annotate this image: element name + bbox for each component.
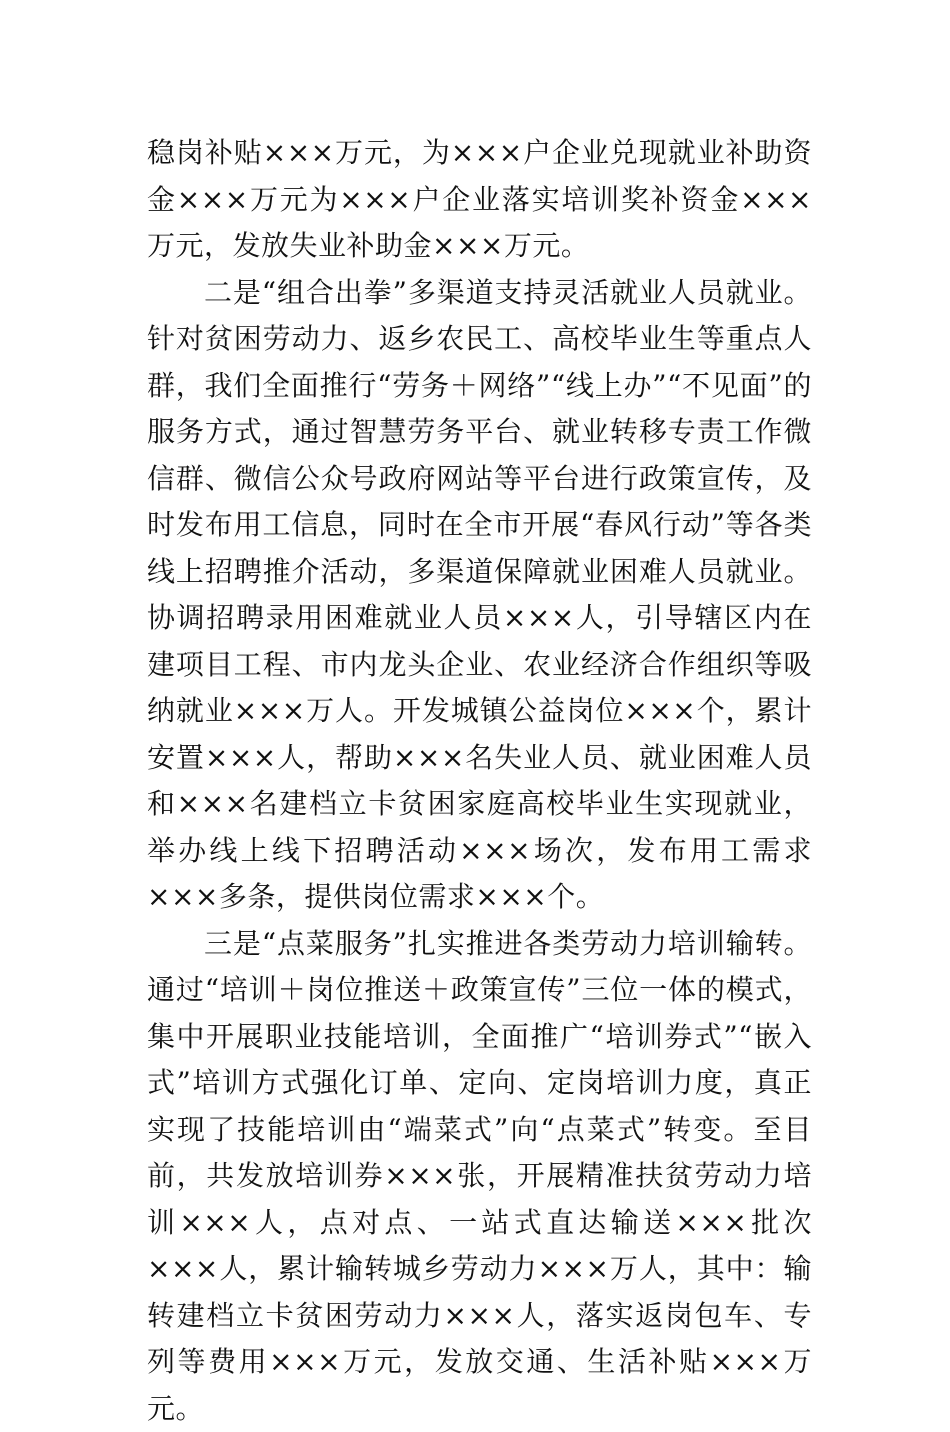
paragraph-labor-training: 三是“点菜服务”扎实推进各类劳动力培训输转。通过“培训＋岗位推送＋政策宣传”三位一体的模式，集中开展职业技能培训，全面推广“培训券式”“嵌入式”培训方式强化订单、定向、定岗培训力度，真正实现了技能培训由“端菜式”向“点菜式”转变。至目前，共发放培训券×××张，开展精准扶贫劳动力培训×××人，点对点、一站式直达输送×××批次×××人，累计输转城乡劳动力×××万人，其中：输转建档立卡贫困劳动力×××人，落实返岗包车、专列等费用×××万元，发放交通、生活补贴×××万元。 (147, 921, 812, 1432)
document-body (147, 130, 812, 1432)
paragraph-continuation: 稳岗补贴×××万元，为×××户企业兑现就业补助资金×××万元为×××户企业落实培训奖补资金×××万元，发放失业补助金×××万元。 (147, 130, 812, 270)
paragraph-flexible-employment: 二是“组合出拳”多渠道支持灵活就业人员就业。针对贫困劳动力、返乡农民工、高校毕业生等重点人群，我们全面推行“劳务＋网络”“线上办”“不见面”的服务方式，通过智慧劳务平台、就业转移专责工作微信群、微信公众号政府网站等平台进行政策宣传，及时发布用工信息，同时在全市开展“春风行动”等各类线上招聘推介活动，多渠道保障就业困难人员就业。协调招聘录用困难就业人员×××人，引导辖区内在建项目工程、市内龙头企业、农业经济合作组织等吸纳就业×××万人。开发城镇公益岗位×××个，累计安置×××人，帮助×××名失业人员、就业困难人员和×××名建档立卡贫困家庭高校毕业生实现就业，举办线上线下招聘活动×××场次，发布用工需求×××多条，提供岗位需求×××个。 (147, 270, 812, 921)
